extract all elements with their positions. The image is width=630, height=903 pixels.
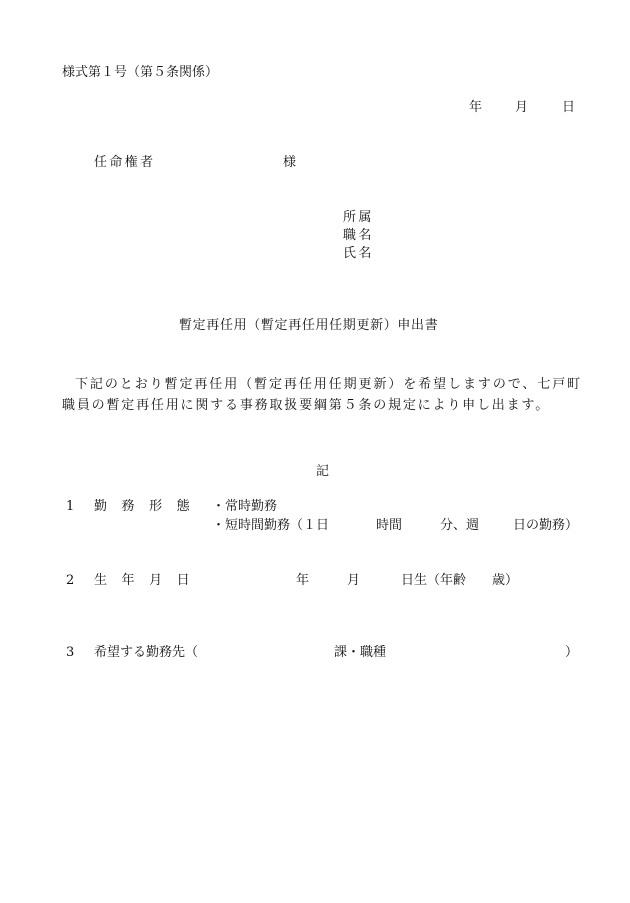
- document-title: 暫定再任用（暫定再任用任期更新）申出書: [179, 318, 439, 333]
- date-month-label: 月: [515, 100, 529, 115]
- item1-option-shorttime-prefix: ・短時間勤務（１日: [212, 518, 330, 533]
- addressee-honorific: 様: [283, 155, 297, 170]
- item2-year-label: 年: [296, 573, 310, 588]
- item1-option-fulltime: ・常時勤務: [212, 499, 278, 514]
- item2-number: 2: [66, 573, 75, 588]
- form-number: 様式第１号（第５条関係）: [62, 65, 219, 80]
- item1-label: 勤 務 形 態: [94, 499, 195, 514]
- item3-close-paren: ）: [565, 645, 579, 660]
- item1-days-label: 日の勤務）: [513, 518, 579, 533]
- item2-label: 生 年 月 日: [94, 573, 195, 588]
- item2-born-label: 日生（年齢: [401, 573, 467, 588]
- date-day-label: 日: [562, 100, 576, 115]
- applicant-title-label: 職名: [343, 228, 374, 243]
- item2-month-label: 月: [347, 573, 361, 588]
- applicant-dept-label: 所属: [343, 210, 374, 225]
- addressee-label: 任命権者: [94, 155, 156, 170]
- item3-number: 3: [66, 645, 75, 660]
- date-year-label: 年: [469, 100, 483, 115]
- ki-heading: 記: [316, 464, 330, 479]
- item2-age-label: 歳）: [492, 573, 519, 588]
- item3-dept-label: 課・職種: [334, 645, 387, 660]
- body-paragraph: 下記のとおり暫定再任用（暫定再任用任期更新）を希望しますので、七戸町職員の暫定再任用に関する事務取扱要綱第５条の規定により申し出ます。: [62, 377, 582, 413]
- item1-minutes-label: 分、週: [440, 518, 480, 533]
- item1-number: 1: [66, 499, 75, 514]
- item1-hours-label: 時間: [376, 518, 403, 533]
- item3-label: 希望する勤務先（: [94, 645, 199, 660]
- applicant-name-label: 氏名: [343, 246, 374, 261]
